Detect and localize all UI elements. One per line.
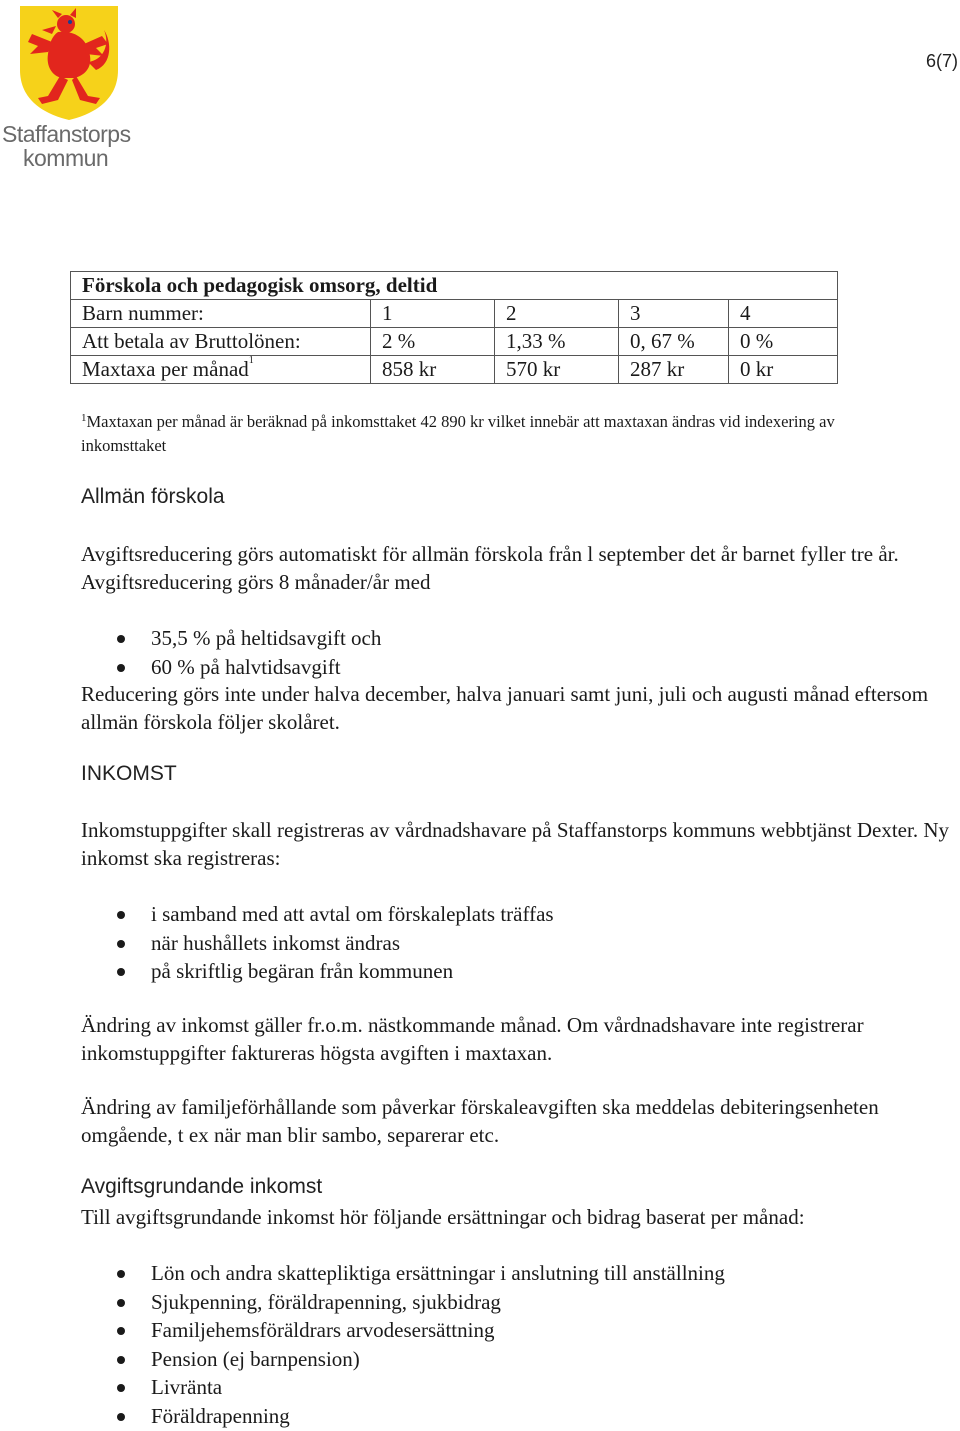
- footnote-mark: 1: [248, 355, 254, 366]
- table-cell: 2: [495, 300, 619, 328]
- list-item: [81, 1259, 725, 1288]
- heading-avgiftsgrundande-inkomst: Avgiftsgrundande inkomst: [81, 1175, 323, 1198]
- logo-wordmark: [0, 122, 140, 170]
- fee-table-caption-row: [71, 272, 838, 300]
- footnote-number: 1: [81, 412, 87, 424]
- paragraph: Till avgiftsgrundande inkomst hör följande ersättningar och bidrag baserat per månad:: [81, 1205, 805, 1229]
- list-item: [81, 1402, 725, 1431]
- paragraph: Inkomstuppgifter skall registreras av vårdnadshavare på Staffanstorps kommuns webbtjänst Dexter. Ny inkomst ska registreras:: [81, 818, 949, 870]
- bullet-icon: [117, 1270, 125, 1278]
- list-item: [81, 624, 381, 653]
- list-item: [81, 653, 381, 682]
- table-cell: 0 kr: [729, 356, 838, 384]
- list-item-text: Livränta: [151, 1375, 223, 1400]
- list-item-text: Familjehemsföräldrars arvodesersättning: [151, 1318, 495, 1343]
- table-cell: 2 %: [371, 328, 495, 356]
- table-cell: 1,33 %: [495, 328, 619, 356]
- bullet-list: [81, 900, 554, 986]
- table-cell: 1: [371, 300, 495, 328]
- list-item: [81, 1288, 725, 1317]
- bullet-icon: [117, 911, 125, 919]
- logo-line-2: kommun: [23, 145, 109, 171]
- table-cell: 287 kr: [619, 356, 729, 384]
- table-row: [71, 300, 838, 328]
- page-number: 6(7): [925, 51, 958, 71]
- list-item-text: i samband med att avtal om förskaleplats träffas: [151, 902, 554, 926]
- bullet-icon: [117, 635, 125, 643]
- row-label: [71, 356, 371, 384]
- municipality-logo: [0, 0, 140, 180]
- list-item-text: Föräldrapenning: [151, 1403, 290, 1428]
- list-item-text: Pension (ej barnpension): [151, 1346, 360, 1371]
- row-label: Att betala av Bruttolönen:: [71, 328, 371, 356]
- list-item-text: Sjukpenning, föräldrapenning, sjukbidrag: [151, 1289, 501, 1314]
- bullet-list: [81, 1259, 725, 1431]
- list-item-text: 35,5 % på heltidsavgift och: [151, 626, 382, 650]
- bullet-icon: [117, 664, 125, 672]
- table-cell: 3: [619, 300, 729, 328]
- row-label: Barn nummer:: [71, 300, 371, 328]
- heading-allman-forskola: Allmän förskola: [81, 485, 225, 508]
- list-item: [81, 929, 554, 958]
- bullet-icon: [117, 1299, 125, 1307]
- table-cell: 4: [729, 300, 838, 328]
- table-cell: 0 %: [729, 328, 838, 356]
- bullet-list: [81, 624, 381, 681]
- fee-table-caption: Förskola och pedagogisk omsorg, deltid: [71, 272, 838, 300]
- bullet-icon: [117, 1384, 125, 1392]
- list-item: [81, 957, 554, 986]
- list-item-text: när hushållets inkomst ändras: [151, 930, 401, 955]
- bullet-icon: [117, 1413, 125, 1421]
- footnote-text: Maxtaxan per månad är beräknad på inkomsttaket 42 890 kr vilket innebär att maxtaxan ändras vid indexering av inkomsttaket: [81, 412, 835, 455]
- row-label-text: Maxtaxa per månad: [82, 357, 249, 381]
- list-item-text: 60 % på halvtidsavgift: [151, 654, 341, 679]
- list-item-text: på skriftlig begäran från kommunen: [151, 959, 454, 984]
- table-row: [71, 356, 838, 384]
- coat-of-arms-icon: [18, 4, 120, 120]
- paragraph: Reducering görs inte under halva december, halva januari samt juni, juli och augusti månad eftersom allmän förskola följer skolåret.: [81, 682, 929, 734]
- bullet-icon: [117, 1356, 125, 1364]
- fee-table: [70, 271, 838, 384]
- table-cell: 858 kr: [371, 356, 495, 384]
- list-item: [81, 1316, 725, 1345]
- footnote: [81, 410, 881, 458]
- list-item: [81, 900, 554, 929]
- bullet-icon: [117, 1327, 125, 1335]
- table-cell: 0, 67 %: [619, 328, 729, 356]
- list-item-text: Lön och andra skattepliktiga ersättningar i anslutning till anställning: [151, 1261, 725, 1285]
- list-item: [81, 1345, 725, 1374]
- table-cell: 570 kr: [495, 356, 619, 384]
- list-item: [81, 1373, 725, 1402]
- logo-line-1: Staffanstorps: [2, 121, 131, 147]
- heading-inkomst: INKOMST: [81, 762, 177, 785]
- bullet-icon: [117, 940, 125, 948]
- paragraph: Ändring av inkomst gäller fr.o.m. nästkommande månad. Om vårdnadshavare inte registrerar inkomstuppgifter faktureras högsta avgiften i maxtaxan.: [81, 1013, 864, 1065]
- table-row: [71, 328, 838, 356]
- paragraph: Avgiftsreducering görs automatiskt för allmän förskola från l september det år barnet fyller tre år. Avgiftsreducering görs 8 månader/år med: [81, 542, 899, 594]
- paragraph: Ändring av familjeförhållande som påverkar förskaleavgiften ska meddelas debiteringsenheten omgående, t ex när man blir sambo, separerar etc.: [81, 1095, 879, 1147]
- bullet-icon: [117, 968, 125, 976]
